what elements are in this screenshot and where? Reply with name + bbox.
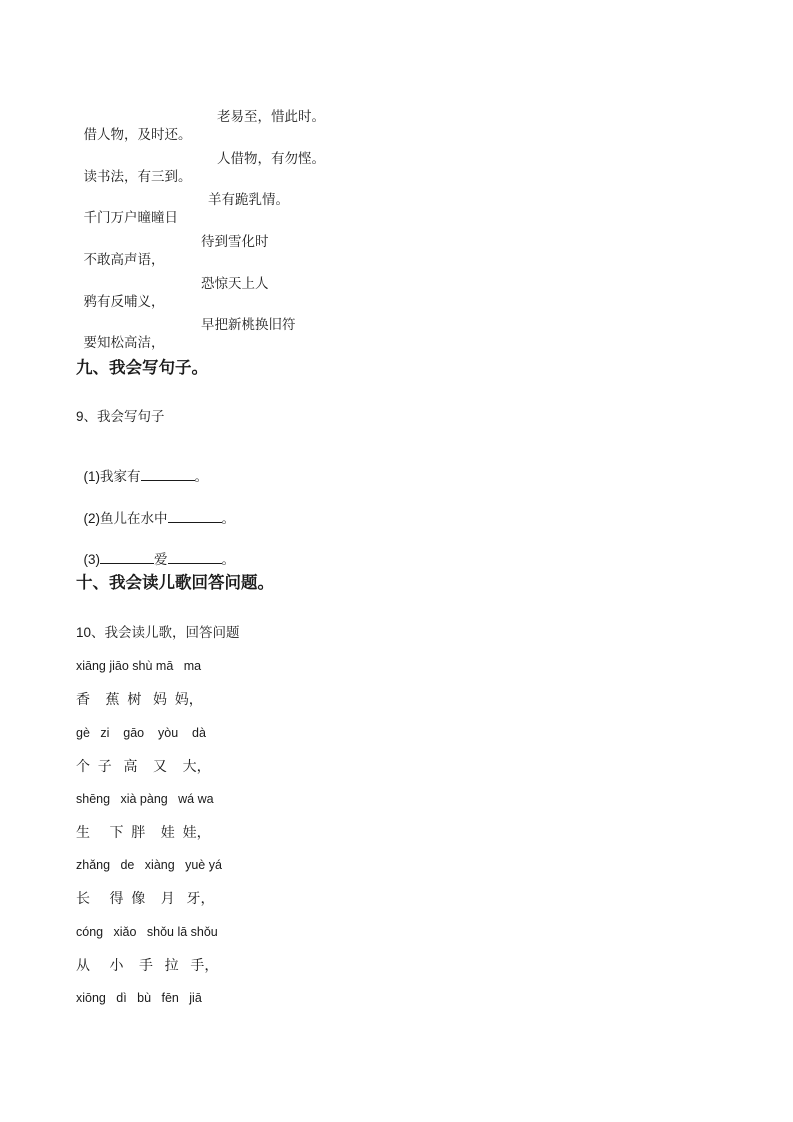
matching-left-4: 不敢高声语， — [83, 252, 165, 267]
poem-hanzi-2: 个 子 高 又 大， — [76, 758, 211, 774]
sentence-3-middle: 爱 — [154, 552, 168, 567]
matching-right-5: 恐惊天上人 — [201, 276, 269, 291]
poem-pinyin-4: zhǎng de xiàng yuè yá — [76, 858, 222, 872]
blank-field-3b[interactable] — [168, 550, 222, 564]
matching-right-3: 羊有跪乳情。 — [208, 192, 289, 207]
sentence-3-prefix: (3) — [83, 552, 101, 567]
poem-pinyin-3: shēng xià pàng wá wa — [76, 792, 214, 806]
poem-pinyin-1: xiāng jiāo shù mā ma — [76, 659, 202, 673]
section-9-heading: 九、我会写句子。 — [76, 359, 208, 377]
poem-hanzi-4: 长 得 像 月 牙， — [76, 890, 215, 906]
section-10-heading: 十、我会读儿歌回答问题。 — [76, 574, 274, 592]
sentence-item-3 — [76, 532, 235, 569]
sentence-2-prefix: (2)鱼儿在水中 — [83, 511, 168, 526]
poem-hanzi-5: 从 小 手 拉 手， — [76, 957, 219, 973]
matching-left-5: 鸦有反哺义， — [83, 294, 165, 309]
poem-pinyin-6: xiōng dì bù fēn jiā — [76, 991, 202, 1005]
poem-pinyin-2: gè zi gāo yòu dà — [76, 726, 206, 740]
sentence-item-2 — [76, 491, 235, 528]
matching-left-2: 读书法，有三到。 — [83, 169, 192, 184]
section-10-question: 10、我会读儿歌，回答问题 — [76, 625, 240, 640]
sentence-item-1 — [76, 449, 208, 486]
matching-left-6: 要知松高洁， — [83, 335, 165, 350]
matching-left-3: 千门万户曈曈日 — [83, 210, 179, 225]
matching-right-4: 待到雪化时 — [201, 234, 269, 249]
sentence-3-suffix: 。 — [221, 552, 236, 567]
sentence-1-suffix: 。 — [194, 469, 209, 484]
sentence-1-prefix: (1)我家有 — [83, 469, 141, 484]
matching-right-1: 老易至，惜此时。 — [217, 109, 325, 124]
blank-field-1[interactable] — [141, 467, 195, 481]
blank-field-2[interactable] — [168, 509, 222, 523]
matching-right-2: 人借物，有勿悭。 — [217, 151, 325, 166]
blank-field-3a[interactable] — [100, 550, 154, 564]
sentence-2-suffix: 。 — [221, 511, 236, 526]
matching-right-6: 早把新桃换旧符 — [201, 317, 296, 332]
poem-pinyin-5: cóng xiǎo shǒu lā shǒu — [76, 925, 218, 939]
poem-hanzi-3: 生 下 胖 娃 娃， — [76, 824, 211, 840]
section-9-question: 9、我会写句子 — [76, 409, 165, 424]
poem-hanzi-1: 香 蕉 树 妈 妈， — [76, 691, 203, 707]
matching-left-1: 借人物，及时还。 — [83, 127, 192, 142]
